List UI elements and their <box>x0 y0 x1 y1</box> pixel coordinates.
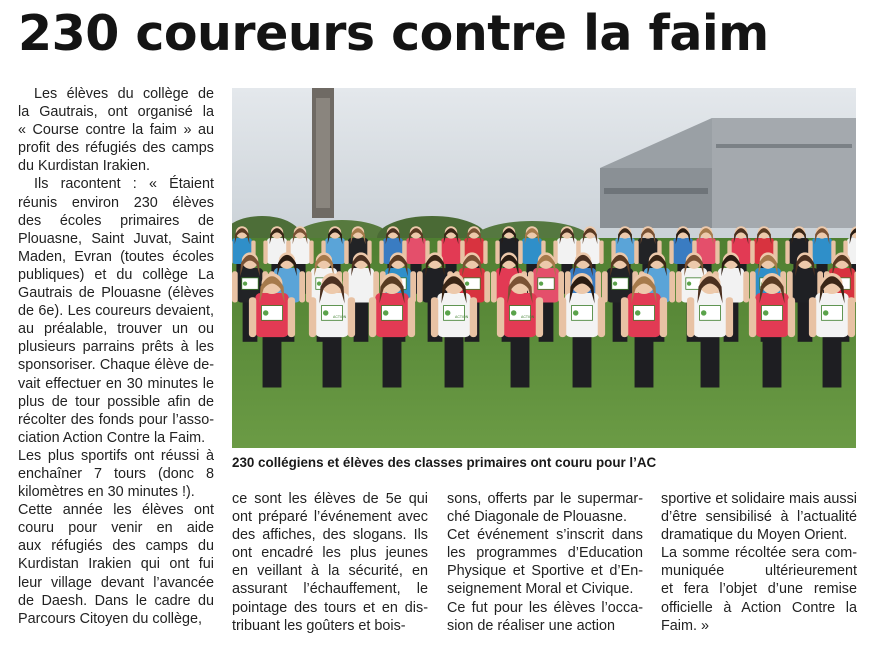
text-line: Faim. » <box>661 617 709 634</box>
text-line: vait effectuer en 30 minutes le <box>18 375 214 392</box>
text-line: ciation Action Contre la Faim. <box>18 429 206 446</box>
tshirt-print: ACTION <box>455 315 469 319</box>
article-column-1 <box>18 85 214 628</box>
text-line: de 6e). Les coureurs devaient, <box>18 303 214 320</box>
text-line: des écoles primaires de <box>18 212 214 229</box>
text-line: enchaîner 7 tours (donc 8 <box>18 465 214 482</box>
text-line: aux réfugiés des camps du <box>18 538 214 555</box>
text-line: kilomètres en 30 minutes !). <box>18 484 195 501</box>
text-line: sportive et solidaire mais aussi <box>661 491 857 507</box>
text-line: Ils racontent : « Étaient <box>34 176 214 193</box>
text-line: récolter des fonds pour l’asso- <box>18 411 214 428</box>
text-line: muniquée ultérieurement <box>661 563 857 580</box>
text-line: Maden, Evran (toutes écoles <box>18 248 214 265</box>
text-line: Gautrais de Plouasne (élèves <box>18 285 214 302</box>
text-line: ont encadré les plus jeunes <box>232 545 428 562</box>
text-line: sons, offerts par le supermar- <box>447 491 643 507</box>
article-column-4 <box>661 490 857 635</box>
text-line: Les plus sportifs ont réussi à <box>18 447 214 464</box>
headline: 230 coureurs contre la faim <box>18 5 769 62</box>
text-line: officielle à Action Contre la <box>661 599 857 616</box>
text-line: ché Diagonale de Plouasne. <box>447 509 628 526</box>
text-line: et fera l’objet d’une remise <box>661 581 857 598</box>
text-line: profit des réfugiés des camps <box>18 140 214 157</box>
text-line: Les élèves du collège de <box>34 86 214 102</box>
text-line: de Daesh. Dans le cadre du <box>18 592 214 609</box>
text-line: publiques) et du collège La <box>18 266 214 283</box>
text-line: La somme récoltée sera com- <box>661 545 857 562</box>
text-line: ont préparé l’événement avec <box>232 509 428 526</box>
text-line: assurant l’échauffement, le <box>232 581 428 598</box>
text-line: au préalable, trouver un ou <box>18 321 214 338</box>
text-line: réunis environ 230 élèves <box>18 194 214 211</box>
text-line: Plouasne, Saint Juvat, Saint <box>18 230 214 247</box>
text-line: Ce fut pour les élèves l’occa- <box>447 599 643 616</box>
tshirt-print: ACTION <box>333 315 347 319</box>
text-line: plusieurs parrains prêts à les <box>18 339 214 356</box>
text-line: Kurdistan Irakien qui ont fui <box>18 556 214 573</box>
text-line: des affiches, des slogans. Ils <box>232 527 428 544</box>
text-line: couru pour venir en aide <box>18 520 214 537</box>
text-line: plus de tour possible afin de <box>18 393 214 410</box>
article-column-2 <box>232 490 428 635</box>
text-line: la Gautrais, ont organisé la <box>18 104 214 121</box>
text-line: sion de réaliser une action <box>447 617 615 634</box>
text-line: « Course contre la faim » au <box>18 122 214 139</box>
text-line: Cet événement s’inscrit dans <box>447 527 643 544</box>
article-photo <box>232 88 856 448</box>
tshirt-print: ACTION <box>521 315 535 319</box>
photo-caption: 230 collégiens et élèves des classes primaires ont couru pour l’AC <box>232 455 657 470</box>
text-line: Parcours Citoyen du collège, <box>18 610 202 627</box>
text-line: en veillant à la sécurité, en <box>232 563 428 580</box>
text-line: d’être sensibilisé à l’actualité <box>661 509 857 526</box>
article-column-3 <box>447 490 643 635</box>
text-line: les programmes d’Education <box>447 545 643 562</box>
text-line: ce sont les élèves de 5e qui <box>232 491 428 507</box>
text-line: Physique et Sportive et d’En- <box>447 563 643 580</box>
text-line: sponsoriser. Chaque élève de- <box>18 357 214 374</box>
text-line: pointage des tours et en dis- <box>232 599 428 616</box>
text-line: leur village devant l’avancée <box>18 574 214 591</box>
text-line: du Kurdistan Irakien. <box>18 158 150 175</box>
text-line: seignement Moral et Civique. <box>447 581 634 598</box>
text-line: dramatique du Moyen Orient. <box>661 527 848 544</box>
text-line: tribuant les goûters et bois- <box>232 617 406 634</box>
text-line: Cette année les élèves ont <box>18 502 214 519</box>
